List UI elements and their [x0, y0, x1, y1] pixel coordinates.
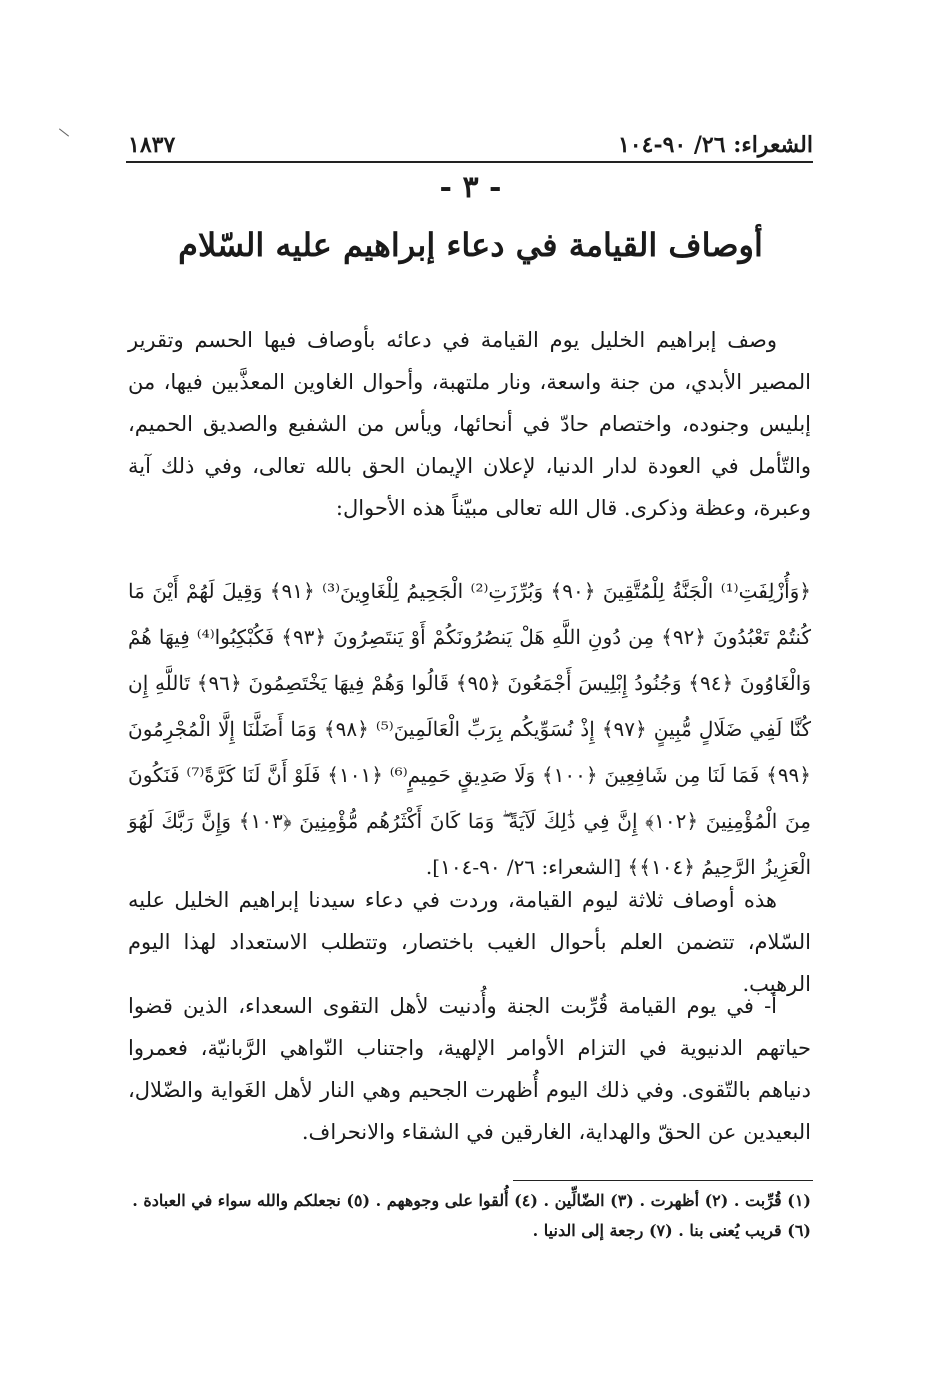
scan-mark — [59, 128, 69, 136]
commentary-paragraph: هذه أوصاف ثلاثة ليوم القيامة، وردت في دعاء سيدنا إبراهيم الخليل عليه السّلام، تتضمن العلم بأحوال الغيب باختصار، وتتطلب الاستعداد لهذا اليوم الرهيب. — [128, 888, 811, 996]
page-number: ١٨٣٧ — [128, 132, 176, 158]
footnotes — [128, 1186, 811, 1246]
intro-paragraph: وصف إبراهيم الخليل يوم القيامة في دعائه بأوصاف فيها الحسم وتقرير المصير الأبدي، من جنة واسعة، ونار ملتهبة، وأحوال الغاوين المعذَّبين فيها، من إبليس وجنوده، واختصام حادّ في أنحائها، ويأس من الشفيع والصديق الحميم، والتّأمل في العودة لدار الدنيا، لإعلان الإيمان الحق بالله تعالى، وفي ذلك آية وعبرة، وعظة وذكرى. قال الله تعالى مبيّناً هذه الأحوال: — [128, 328, 811, 520]
surah-reference: الشعراء: ٢٦/ ٩٠-١٠٤ — [617, 132, 813, 158]
section-number: - ٣ - — [439, 170, 502, 205]
quran-verses: ﴿وَأُزْلِفَتِ⁽¹⁾ الْجَنَّةُ لِلْمُتَّقِينَ ﴿٩٠﴾ وَبُرِّزَتِ⁽²⁾ الْجَحِيمُ لِلْغَاوِينَ⁽³⁾ ﴿٩١﴾ وَقِيلَ لَهُمْ أَيْنَ مَا كُنتُمْ تَعْبُدُونَ ﴿٩٢﴾ مِن دُونِ اللَّهِ هَلْ يَنصُرُونَكُمْ أَوْ يَنتَصِرُونَ ﴿٩٣﴾ فَكُبْكِبُوا⁽⁴⁾ فِيهَا هُمْ وَالْغَاوُونَ ﴿٩٤﴾ وَجُنُودُ إِبْلِيسَ أَجْمَعُونَ ﴿٩٥﴾ قَالُوا وَهُمْ فِيهَا يَخْتَصِمُونَ ﴿٩٦﴾ تَاللَّهِ إِن كُنَّا لَفِي ضَلَالٍ مُّبِينٍ ﴿٩٧﴾ إِذْ نُسَوِّيكُم بِرَبِّ الْعَالَمِينَ⁽⁵⁾ ﴿٩٨﴾ وَمَا أَضَلَّنَا إِلَّا الْمُجْرِمُونَ ﴿٩٩﴾ فَمَا لَنَا مِن شَافِعِينَ ﴿١٠٠﴾ وَلَا صَدِيقٍ حَمِيمٍ⁽⁶⁾ ﴿١٠١﴾ فَلَوْ أَنَّ لَنَا كَرَّةً⁽⁷⁾ فَنَكُونَ مِنَ الْمُؤْمِنِينَ ﴿١٠٢﴾ إِنَّ فِي ذَٰلِكَ لَآيَةً ۖ وَمَا كَانَ أَكْثَرُهُم مُّؤْمِنِينَ ﴿١٠٣﴾ وَإِنَّ رَبَّكَ لَهُوَ الْعَزِيزُ الرَّحِيمُ ﴿١٠٤﴾﴾ [الشعراء: ٢٦/ ٩٠-١٠٤]. — [128, 579, 812, 879]
footnote-line: (٦) قريب يُعنى بنا . (٧) رجعة إلى الدنيا . — [532, 1221, 811, 1240]
running-header — [128, 118, 813, 158]
point-a-paragraph: أ- في يوم القيامة قُرِّبت الجنة وأُدنيت لأهل التقوى السعداء، الذين قضوا حياتهم الدنيوية في التزام الأوامر الإلهية، واجتناب النّواهي الرَّبانيّة، فعمروا دنياهم بالتّقوى. وفي ذلك اليوم أُظهرت الجحيم وهي النار لأهل الغَواية والضّلال، البعيدين عن الحقّ والهداية، الغارقين في الشقاء والانحراف. — [128, 994, 811, 1144]
section-title: أوصاف القيامة في دعاء إبراهيم عليه السّلام — [178, 226, 763, 264]
header-divider — [126, 161, 813, 163]
footnote-divider — [513, 1180, 813, 1181]
footnote-line: (١) قُرِّبت . (٢) أظهرت . (٣) الضّالِّين . (٤) أُلقوا على وجوههم . (٥) نجعلكم والله سواء في العبادة . — [132, 1191, 811, 1210]
